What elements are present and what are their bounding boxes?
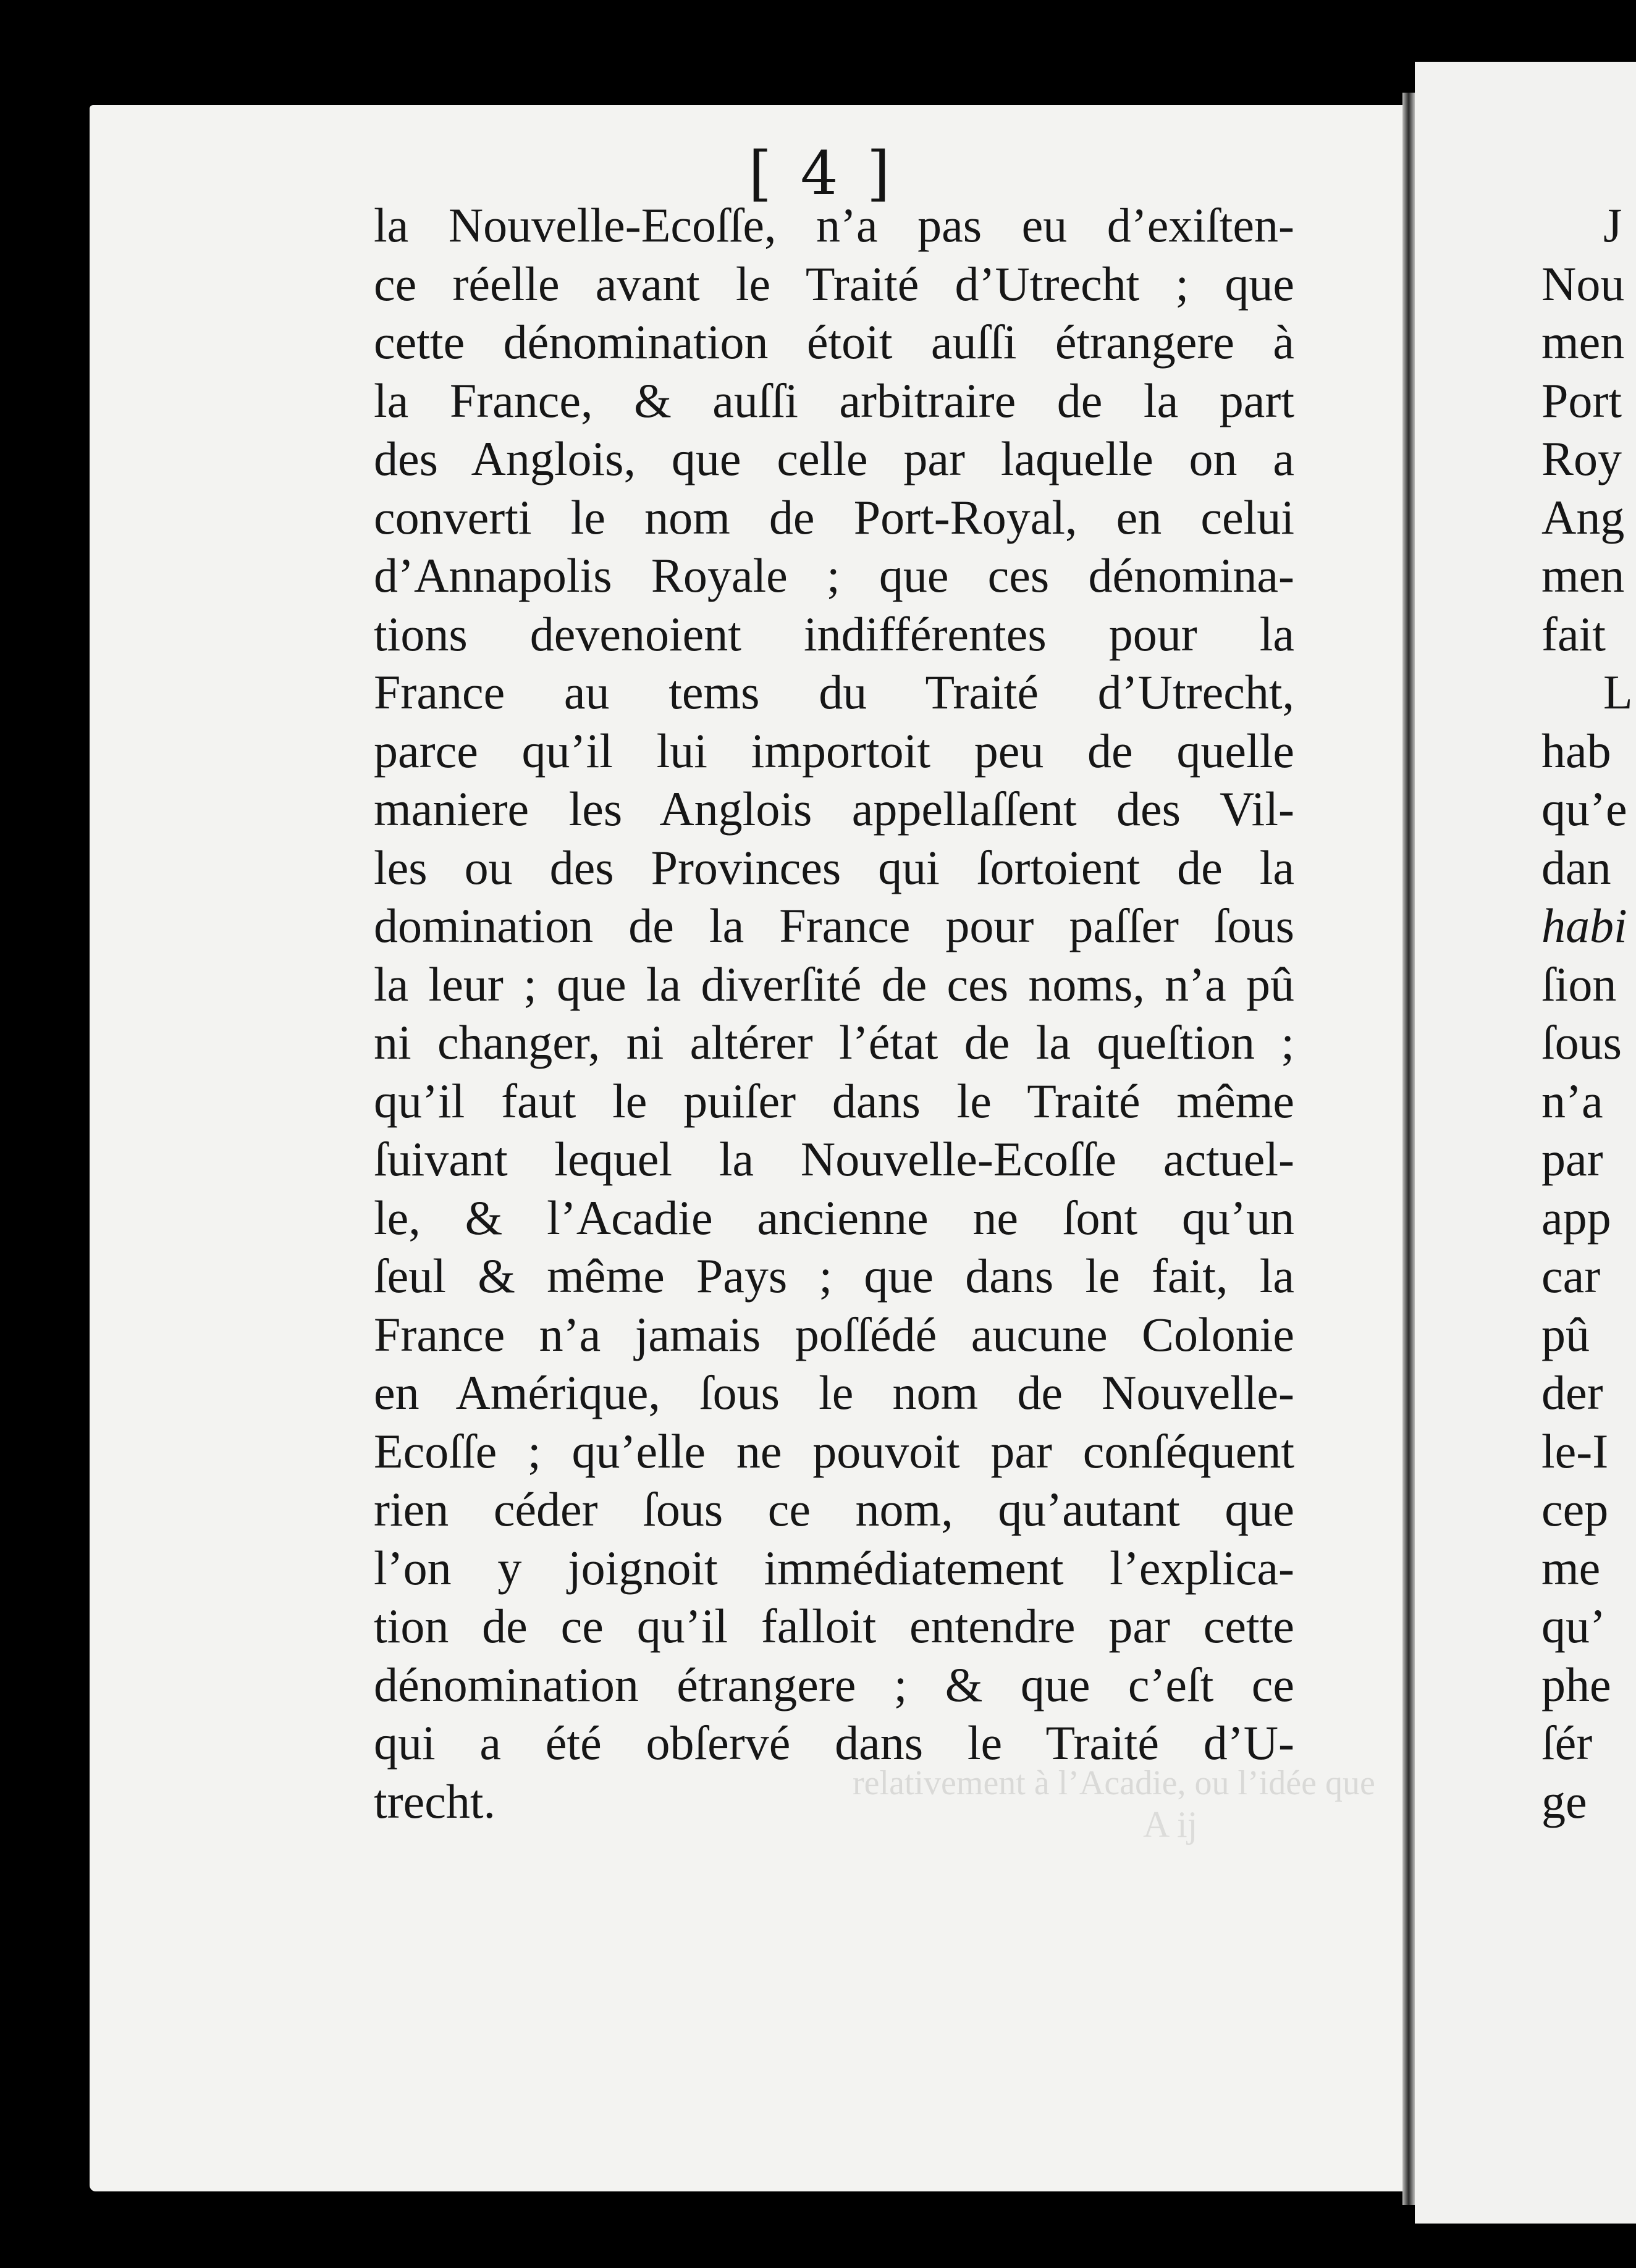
text-line: domination de la France pour paſſer ſous bbox=[374, 899, 1294, 952]
text-line: les ou des Provinces qui ſortoient de la bbox=[374, 840, 1294, 894]
text-line: la leur ; que la diverſité de ces noms, n’a pû bbox=[374, 957, 1294, 1011]
text-line: ce réelle avant le Traité d’Utrecht ; que bbox=[374, 256, 1294, 311]
fragment-line: par bbox=[1541, 1132, 1603, 1186]
fragment-line: Roy bbox=[1541, 432, 1622, 485]
fragment-line: Port bbox=[1541, 373, 1622, 427]
fragment-line: der bbox=[1541, 1366, 1603, 1419]
fragment-line: J bbox=[1603, 198, 1622, 252]
fragment-line: car bbox=[1541, 1249, 1601, 1303]
fragment-line: pû bbox=[1541, 1307, 1590, 1361]
fragment-line: ſion bbox=[1541, 957, 1617, 1011]
left-page-text-block bbox=[374, 196, 1294, 1831]
text-line: dénomination étrangere ; & que c’eſt ce bbox=[374, 1657, 1294, 1712]
text-line: en Amérique, ſous le nom de Nouvelle- bbox=[374, 1366, 1294, 1419]
text-line: la France, & auſſi arbitraire de la part bbox=[374, 373, 1294, 427]
page-gutter bbox=[1402, 93, 1416, 2205]
fragment-line: ſér bbox=[1541, 1716, 1593, 1770]
fragment-line: men bbox=[1541, 548, 1625, 602]
text-line: tion de ce qu’il falloit entendre par cette bbox=[374, 1599, 1294, 1653]
bleed-through-text: relativement à l’Acadie, ou l’idée que bbox=[853, 1764, 1375, 1802]
text-line: qu’il faut le puiſer dans le Traité même bbox=[374, 1073, 1294, 1128]
fragment-line: dan bbox=[1541, 840, 1611, 894]
text-line: maniere les Anglois appellaſſent des Vil- bbox=[374, 782, 1294, 836]
text-line: France au tems du Traité d’Utrecht, bbox=[374, 665, 1294, 719]
text-line: ſeul & même Pays ; que dans le fait, la bbox=[374, 1249, 1294, 1303]
fragment-line: app bbox=[1541, 1190, 1611, 1245]
fragment-line: cep bbox=[1541, 1482, 1609, 1536]
text-line: ſuivant lequel la Nouvelle-Ecoſſe actuel- bbox=[374, 1132, 1294, 1186]
fragment-line: fait bbox=[1541, 607, 1606, 661]
text-line: tions devenoient indifférentes pour la bbox=[374, 607, 1294, 661]
fragment-line: qu’e bbox=[1541, 782, 1627, 836]
fragment-line: n’a bbox=[1541, 1073, 1603, 1128]
fragment-line: ge bbox=[1541, 1774, 1587, 1828]
fragment-line: Nou bbox=[1541, 256, 1625, 311]
text-line: converti le nom de Port-Royal, en celui bbox=[374, 490, 1294, 544]
text-line: cette dénomination étoit auſſi étrangere à bbox=[374, 315, 1294, 369]
text-line: rien céder ſous ce nom, qu’autant que bbox=[374, 1482, 1294, 1536]
text-line: trecht. bbox=[374, 1774, 496, 1828]
fragment-line: habi bbox=[1541, 899, 1627, 952]
text-line: la Nouvelle-Ecoſſe, n’a pas eu d’exiſten- bbox=[374, 198, 1294, 252]
fragment-line: phe bbox=[1541, 1657, 1611, 1712]
text-line: qui a été obſervé dans le Traité d’U- bbox=[374, 1716, 1294, 1770]
fragment-line: hab bbox=[1541, 723, 1611, 778]
page-number-header: [ 4 ] bbox=[748, 139, 895, 208]
bleed-through-signature: A ij bbox=[1143, 1804, 1198, 1845]
right-page-text-fragments bbox=[1541, 196, 1636, 1831]
text-line: l’on y joignoit immédiatement l’explica- bbox=[374, 1540, 1294, 1595]
text-line: d’Annapolis Royale ; que ces dénomina- bbox=[374, 548, 1294, 602]
text-line: Ecoſſe ; qu’elle ne pouvoit par conſéquent bbox=[374, 1424, 1294, 1478]
text-line: des Anglois, que celle par laquelle on a bbox=[374, 432, 1294, 485]
fragment-line: me bbox=[1541, 1540, 1601, 1595]
text-line: ni changer, ni altérer l’état de la queſtion ; bbox=[374, 1015, 1294, 1069]
fragment-line: Ang bbox=[1541, 490, 1625, 544]
fragment-line: qu’ bbox=[1541, 1599, 1606, 1653]
fragment-line: le-I bbox=[1541, 1424, 1609, 1478]
text-line: France n’a jamais poſſédé aucune Colonie bbox=[374, 1307, 1294, 1361]
text-line: le, & l’Acadie ancienne ne ſont qu’un bbox=[374, 1190, 1294, 1245]
fragment-line: men bbox=[1541, 315, 1625, 369]
fragment-line: ſous bbox=[1541, 1015, 1622, 1069]
fragment-line: L bbox=[1603, 665, 1633, 719]
text-line: parce qu’il lui importoit peu de quelle bbox=[374, 723, 1294, 778]
